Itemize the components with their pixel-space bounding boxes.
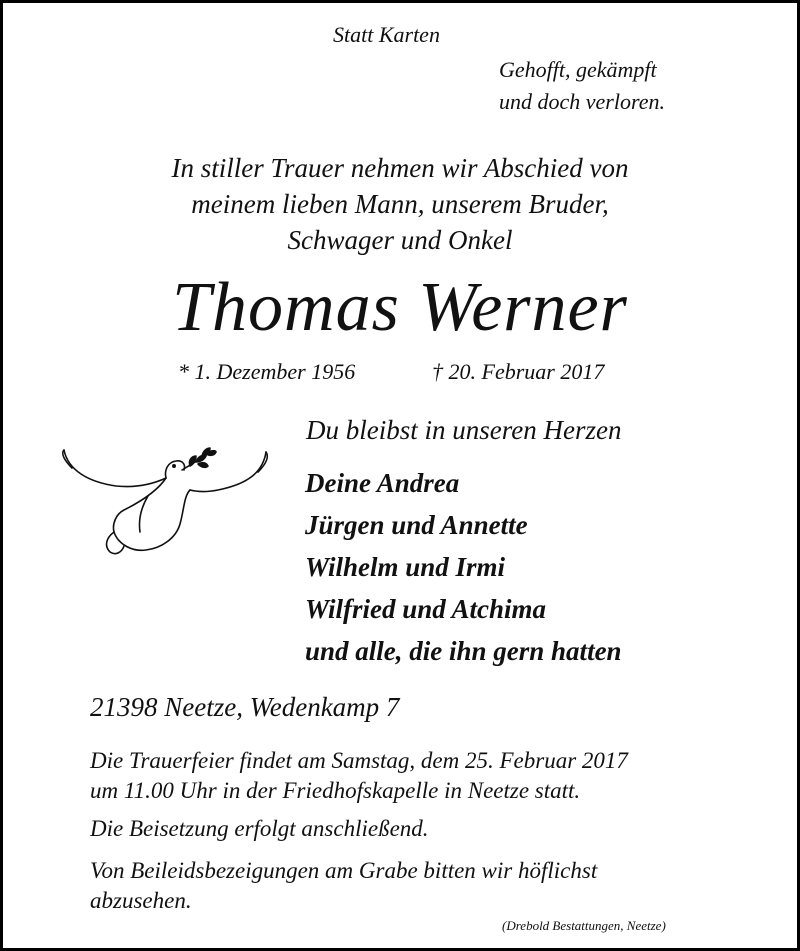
mourner-line: Wilfried und Atchima [305,594,547,624]
herzen-line: Du bleibst in unseren Herzen [306,415,622,445]
intro-line: meinem lieben Mann, unserem Bruder, [191,189,609,219]
deceased-name: Thomas Werner [172,269,628,346]
intro-text [0,150,800,258]
dove-with-olive-branch-icon [58,440,273,565]
mourners-list [305,462,622,672]
condolence-info [90,856,597,916]
motto [499,54,665,118]
condolence-line: abzusehen. [90,888,192,913]
address: 21398 Neetze, Wedenkamp 7 [90,692,400,722]
condolence-line: Von Beileidsbezeigungen am Grabe bitten wir höflichst [90,858,598,883]
mourner-line: Wilhelm und Irmi [305,552,506,582]
statt-karten-label: Statt Karten [333,22,440,47]
intro-line: Schwager und Onkel [287,225,513,255]
birth-date: * 1. Dezember 1956 [178,359,356,384]
undertaker-credit: (Drebold Bestattungen, Neetze) [502,918,666,933]
funeral-line: Die Trauerfeier findet am Samstag, dem 25. Februar 2017 [90,748,628,773]
intro-line: In stiller Trauer nehmen wir Abschied von [171,153,629,183]
mourner-line: Deine Andrea [305,468,460,498]
motto-line: Gehofft, gekämpft [499,57,657,82]
burial-info: Die Beisetzung erfolgt anschließend. [90,816,429,841]
funeral-info [90,746,628,806]
funeral-line: um 11.00 Uhr in der Friedhofskapelle in Neetze statt. [90,778,581,803]
mourner-line: Jürgen und Annette [305,510,528,540]
mourner-line: und alle, die ihn gern hatten [305,636,622,666]
death-date: † 20. Februar 2017 [432,359,605,384]
motto-line: und doch verloren. [499,89,665,114]
